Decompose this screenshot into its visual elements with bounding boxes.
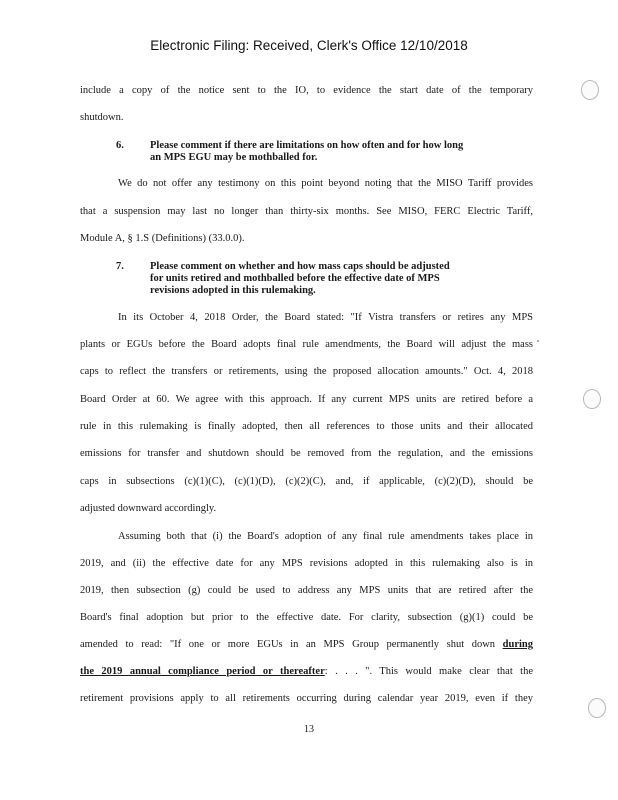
paragraph-line: rule in this rulemaking is finally adopted, then all references to those units and their allocated <box>80 421 533 432</box>
question-heading-line: revisions adopted in this rulemaking. <box>150 285 316 296</box>
amendment-text: : . . . ". This would make clear that the <box>324 666 533 677</box>
question-heading-line: for units retired and mothballed before the effective date of MPS <box>150 273 440 284</box>
binder-hole-mark <box>588 698 606 718</box>
paragraph-line: plants or EGUs before the Board adopts final rule amendments, the Board will adjust the mass <box>80 339 533 350</box>
question-number: 7. <box>116 261 124 272</box>
paragraph-line: 2019, then subsection (g) could be used to address any MPS units that are retired after the <box>80 585 533 596</box>
question-number: 6. <box>116 140 124 151</box>
paragraph-line: caps to reflect the transfers or retirements, using the proposed allocation amounts." Oct. 4, 2018 <box>80 366 533 377</box>
question-heading-line: Please comment if there are limitations on how often and for how long <box>150 140 464 151</box>
amendment-text: amended to read: "If one or more EGUs in an MPS Group permanently shut down <box>80 639 503 650</box>
filing-stamp-header: Electronic Filing: Received, Clerk's Office 12/10/2018 <box>150 38 468 53</box>
paragraph-line <box>80 666 533 677</box>
paragraph-line: Assuming both that (i) the Board's adoption of any final rule amendments takes place in <box>118 531 533 542</box>
underlined-insertion: during <box>502 639 533 650</box>
paragraph-line: In its October 4, 2018 Order, the Board stated: "If Vistra transfers or retires any MPS <box>118 312 533 323</box>
question-heading-line: Please comment on whether and how mass caps should be adjusted <box>150 261 450 272</box>
question-heading-line: an MPS EGU may be mothballed for. <box>150 152 318 163</box>
paragraph-line <box>80 639 533 650</box>
question-heading <box>150 140 510 164</box>
paragraph-line: shutdown. <box>80 112 124 123</box>
paragraph-line: Module A, § 1.S (Definitions) (33.0.0). <box>80 233 245 244</box>
paragraph-line: 2019, and (ii) the effective date for any MPS revisions adopted in this rulemaking also is in <box>80 558 533 569</box>
paragraph-line: emissions for transfer and shutdown should be removed from the regulation, and the emissions <box>80 448 533 459</box>
paragraph-line: retirement provisions apply to all retirements occurring during calendar year 2019, even if they <box>80 693 533 704</box>
page-number: 13 <box>304 724 314 735</box>
binder-hole-mark <box>581 80 599 100</box>
paragraph-line: adjusted downward accordingly. <box>80 503 217 514</box>
paragraph-line: caps in subsections (c)(1)(C), (c)(1)(D), (c)(2)(C), and, if applicable, (c)(2)(D), should be <box>80 476 533 487</box>
paragraph-line: We do not offer any testimony on this point beyond noting that the MISO Tariff provides <box>118 178 533 189</box>
question-heading <box>150 261 510 297</box>
paragraph-line: that a suspension may last no longer than thirty-six months. See MISO, FERC Electric Tariff, <box>80 206 533 217</box>
paragraph-line: include a copy of the notice sent to the IO, to evidence the start date of the temporary <box>80 85 533 96</box>
scan-speck <box>537 340 539 342</box>
underlined-insertion: the 2019 annual compliance period or thereafter <box>80 666 325 677</box>
paragraph-line: Board Order at 60. We agree with this approach. If any current MPS units are retired before a <box>80 394 533 405</box>
paragraph-line: Board's final adoption but prior to the effective date. For clarity, subsection (g)(1) could be <box>80 612 533 623</box>
binder-hole-mark <box>583 389 601 409</box>
